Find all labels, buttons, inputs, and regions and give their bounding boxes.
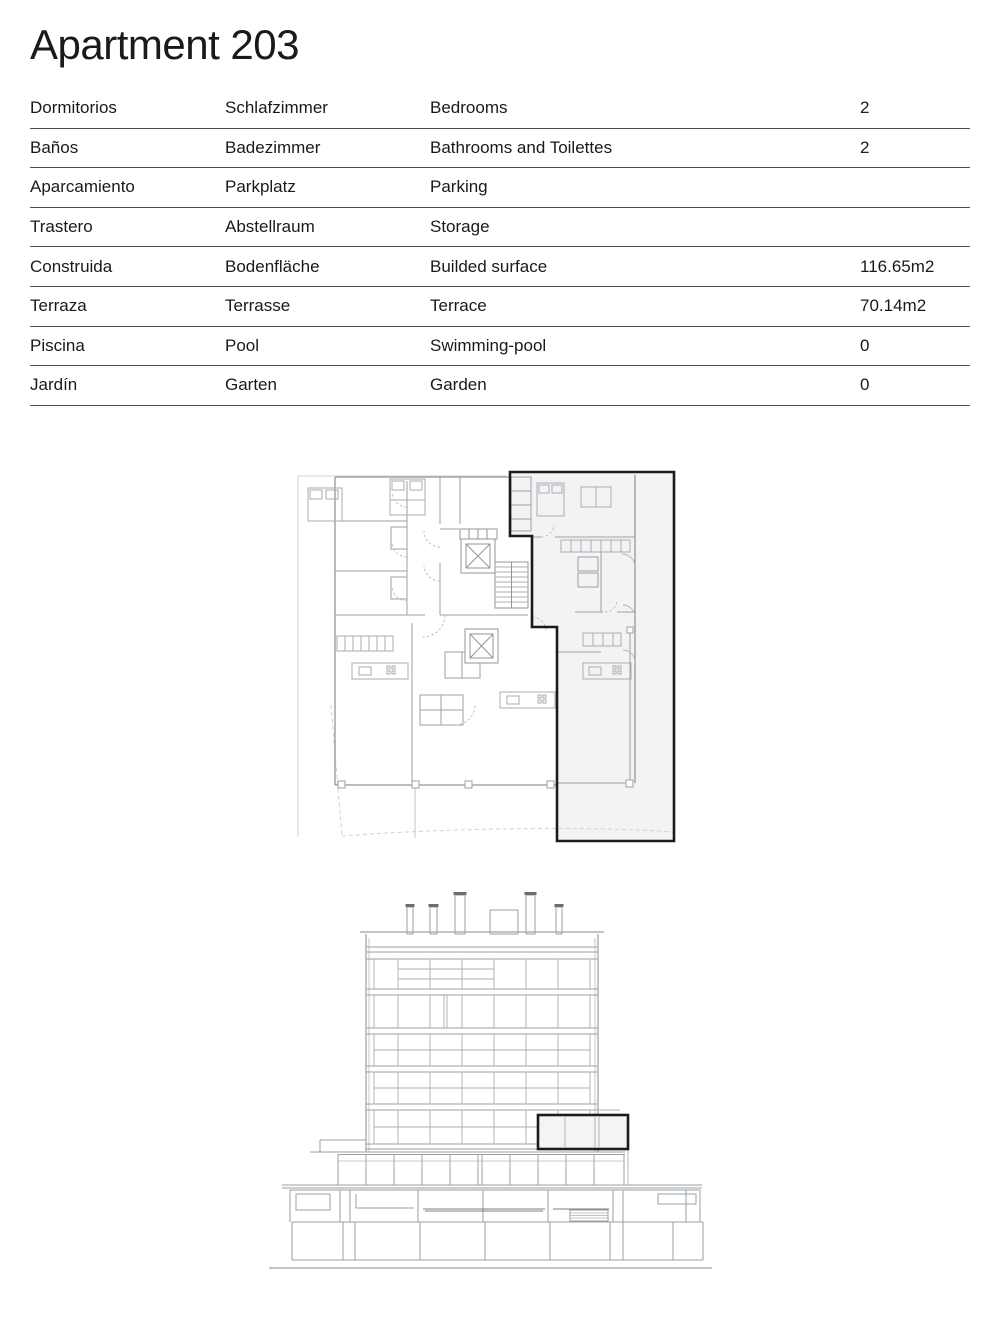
- cell-de: Abstellraum: [225, 217, 315, 237]
- table-row: [30, 208, 970, 248]
- table-row: [30, 287, 970, 327]
- table-row: [30, 366, 970, 406]
- cell-value: 0: [860, 375, 870, 395]
- table-row: [30, 129, 970, 169]
- chimney-caps: [406, 892, 564, 907]
- page-title: Apartment 203: [30, 21, 300, 68]
- cell-de: Parkplatz: [225, 177, 296, 197]
- unit-203-fill: [510, 472, 674, 841]
- cell-de: Pool: [225, 335, 260, 355]
- elevation-drawing: [268, 882, 713, 1272]
- cell-en: Bathrooms and Toilettes: [430, 137, 613, 157]
- core-elevators-stairs: [460, 529, 528, 663]
- cell-es: Baños: [30, 137, 79, 157]
- cell-de: Bodenfläche: [225, 256, 320, 276]
- table-row: [30, 247, 970, 287]
- cell-en: Bedrooms: [430, 98, 508, 118]
- cell-de: Badezimmer: [225, 137, 321, 157]
- cell-value: 0: [860, 335, 870, 355]
- cell-es: Jardín: [30, 375, 78, 395]
- cell-de: Garten: [225, 375, 277, 395]
- elevation-lines: [269, 895, 712, 1268]
- table-row: [30, 89, 970, 129]
- cell-es: Trastero: [30, 217, 93, 237]
- unit-203-elevation-highlight: [538, 1115, 628, 1149]
- elevation-figure: [268, 882, 713, 1272]
- cell-value: 2: [860, 98, 870, 118]
- cell-es: Aparcamiento: [30, 177, 135, 197]
- cell-value: 70.14m2: [860, 296, 927, 316]
- cell-value: 116.65m2: [860, 256, 935, 276]
- table-row: [30, 168, 970, 208]
- cell-es: Dormitorios: [30, 98, 117, 118]
- spec-table: [30, 89, 970, 406]
- floor-plan-figure: [295, 467, 680, 845]
- cell-de: Schlafzimmer: [225, 98, 328, 118]
- cell-en: Garden: [430, 375, 487, 395]
- cell-es: Piscina: [30, 335, 85, 355]
- floor-plan-drawing: [295, 467, 680, 845]
- cell-es: Construida: [30, 256, 113, 276]
- table-row: [30, 327, 970, 367]
- cell-en: Storage: [430, 217, 490, 237]
- cell-en: Swimming-pool: [430, 335, 547, 355]
- cell-en: Builded surface: [430, 256, 548, 276]
- cell-es: Terraza: [30, 296, 87, 316]
- cell-en: Terrace: [430, 296, 487, 316]
- cell-value: 2: [860, 137, 870, 157]
- cell-en: Parking: [430, 177, 488, 197]
- cell-de: Terrasse: [225, 296, 291, 316]
